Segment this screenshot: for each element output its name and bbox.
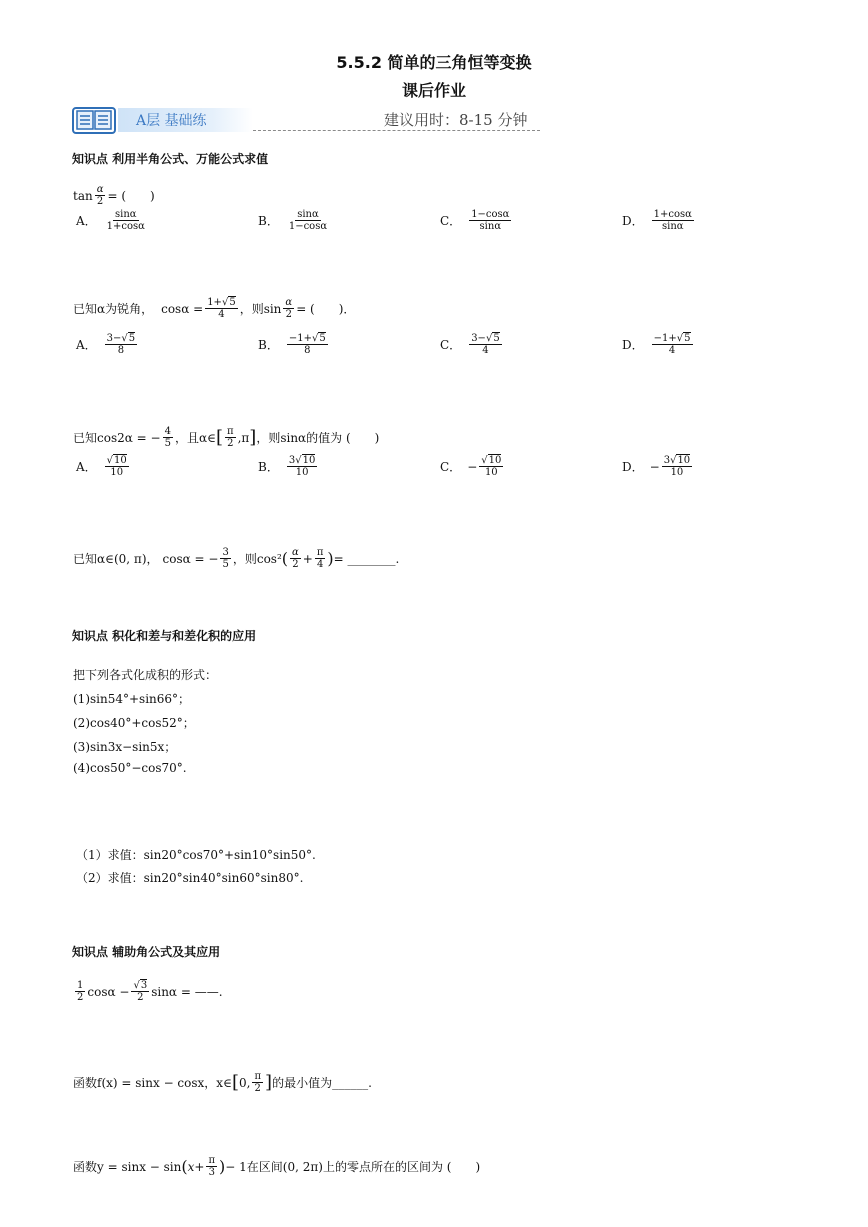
option-label: A． [76, 214, 97, 228]
q7-root-fraction: $\frac{√3}{2}$ [133, 980, 148, 1003]
q6-item-2: （2）求值：sin20°sin40°sin60°sin80°. [76, 871, 304, 885]
q1-option-b[interactable] [258, 209, 331, 232]
question-8-stem [73, 1071, 372, 1094]
option-label: D． [622, 214, 644, 228]
q1-fraction [95, 184, 106, 207]
q3-option-a[interactable]: A． $\frac{√10}{10}$ [76, 455, 127, 478]
q9-right-paren: ) [219, 1157, 226, 1176]
q9-plus: + [194, 1159, 205, 1174]
q2-option-d[interactable]: D． $\frac{-1+√5}{4}$ [622, 333, 691, 356]
question-7-stem [73, 980, 223, 1003]
q5-item-4: (4)cos50°−cos70°. [73, 761, 187, 775]
time-hint: 建议用时：8-15 分钟 [384, 111, 528, 129]
q7-root-den: 2 [137, 992, 144, 1003]
book-icon [72, 105, 116, 138]
option-sign: − [649, 459, 660, 474]
q1-option-d[interactable] [622, 209, 696, 232]
section-title-auxiliary-angle: 知识点 辅助角公式及其应用 [72, 945, 221, 959]
q2-root: 5 [229, 297, 236, 308]
option-label: D． [622, 338, 644, 352]
q4-plus: + [302, 551, 313, 566]
q8-right-bracket: ] [265, 1072, 273, 1093]
question-4-stem [73, 547, 399, 570]
q2-text-d: = ( )． [296, 302, 356, 316]
option-num: 1−cosα [471, 209, 510, 220]
q9-num: π [208, 1155, 216, 1166]
q3-interval-den: 2 [227, 438, 234, 449]
q3-option-b[interactable]: B． $\frac{3√10}{10}$ [258, 455, 316, 478]
q7-half-fraction [75, 980, 85, 1003]
q5-item-1: (1)sin54°+sin66°； [73, 692, 191, 706]
option-root: 10 [302, 455, 316, 466]
q6-item-1: （1）求值：sin20°cos70°+sin10°sin50°. [76, 848, 316, 862]
q9-left-paren: ( [181, 1157, 188, 1176]
document-subtitle: 课后作业 [401, 81, 466, 100]
option-root: 10 [114, 455, 127, 466]
level-banner: A层 基础练 [136, 113, 207, 129]
q2-option-c[interactable]: C． $\frac{3-√5}{4}$ [440, 333, 500, 356]
option-den: 4 [668, 345, 676, 356]
question-5-intro: 把下列各式化成积的形式： [73, 668, 218, 682]
q4-num: 3 [222, 547, 229, 558]
option-root: 5 [684, 333, 691, 344]
q8-fraction [252, 1071, 263, 1094]
q7-text-a: cosα − [87, 984, 130, 999]
option-den: 10 [670, 467, 684, 478]
q2-text-c: ，则sin [239, 302, 282, 316]
q3-interval-fraction [225, 426, 236, 449]
option-coef: 3 [288, 455, 296, 466]
option-label: C． [440, 338, 462, 352]
q4-alpha-fraction [290, 547, 301, 570]
option-root: 5 [493, 333, 500, 344]
q8-num: π [254, 1071, 262, 1082]
option-coef: 3 [663, 455, 671, 466]
q4-alpha-num: α [292, 547, 299, 558]
q4-right-paren: ) [327, 549, 334, 568]
option-root: 10 [488, 455, 502, 466]
option-num-prefix: −1+ [288, 333, 312, 344]
q3-den: 5 [164, 438, 171, 449]
option-den: 10 [484, 467, 498, 478]
q2-num-prefix: 1+ [207, 297, 222, 308]
q3-text-c: ，则sinα的值为 ( ) [256, 431, 380, 445]
option-num: sinα [297, 209, 319, 220]
q4-pi-fraction [315, 547, 326, 570]
option-label: D． [622, 460, 644, 474]
q9-fraction [206, 1155, 217, 1178]
option-den: sinα [661, 221, 684, 232]
option-den: 8 [304, 345, 311, 356]
q8-zero: 0, [239, 1075, 251, 1090]
option-label: B． [258, 338, 279, 352]
q5-item-2: (2)cos40°+cos52°； [73, 716, 195, 730]
q2-half-num: α [285, 297, 293, 308]
q3-num: 4 [164, 426, 171, 437]
q2-option-b[interactable]: B． $\frac{-1+√5}{8}$ [258, 333, 326, 356]
q9-text-b: − 1在区间(0, 2π)上的零点所在的区间为 ( ) [225, 1160, 481, 1174]
q4-left-paren: ( [281, 549, 289, 568]
q8-text-a: 函数f(x) = sinx − cosx，x∈ [73, 1076, 232, 1090]
q4-text-a: 已知α∈(0, π)， [73, 552, 159, 566]
q4-text-d: = ________. [333, 551, 400, 566]
q3-text-b: ，且α∈ [174, 431, 216, 445]
question-3-stem [73, 426, 379, 449]
option-root: 5 [319, 333, 326, 344]
option-root: 5 [128, 333, 136, 344]
question-9-stem [73, 1155, 480, 1178]
option-den: 10 [295, 467, 309, 478]
q3-option-c[interactable]: C． − $\frac{√10}{10}$ [440, 455, 502, 478]
q4-den: 5 [222, 559, 229, 570]
option-label: B． [258, 214, 279, 228]
q3-pi: π [241, 430, 250, 445]
option-num-prefix: 3− [471, 333, 486, 344]
q2-cos: cosα = [161, 301, 204, 316]
option-num-prefix: 3− [106, 333, 122, 344]
q3-fraction [163, 426, 173, 449]
option-den: 1+cosα [106, 221, 145, 232]
q7-text-b: sinα = ——. [151, 984, 223, 999]
q8-den: 2 [254, 1083, 261, 1094]
question-2-stem [73, 297, 355, 320]
q4-text-c: ，则cos² [232, 552, 282, 566]
option-label: A． [76, 460, 97, 474]
option-den: 8 [117, 345, 125, 356]
question-1-stem [73, 184, 155, 207]
q2-cos-fraction: $\frac{1+√5}{4}$ [207, 297, 236, 320]
q9-text-a: 函数y = sinx − sin [73, 1160, 182, 1174]
q2-den: 4 [218, 309, 225, 320]
q1-option-c[interactable] [440, 209, 513, 232]
q4-pi-num: π [316, 547, 324, 558]
q2-option-a[interactable]: A． $\frac{3-√5}{8}$ [76, 333, 136, 356]
q2-half-fraction [283, 297, 294, 320]
q3-left-bracket: [ [215, 427, 223, 448]
option-den: 1−cosα [288, 221, 328, 232]
section-title-half-angle: 知识点 利用半角公式、万能公式求值 [72, 152, 269, 166]
q3-option-d[interactable]: D． − $\frac{3√10}{10}$ [622, 455, 691, 478]
option-label: B． [258, 460, 279, 474]
q3-comma: , [237, 430, 242, 445]
q4-alpha-den: 2 [292, 559, 299, 570]
q1-frac-num: α [96, 184, 104, 195]
option-root: 10 [677, 455, 691, 466]
q7-half-den: 2 [77, 992, 84, 1003]
option-den: 4 [482, 345, 489, 356]
q5-item-3: (3)sin3x−sin5x； [73, 740, 177, 754]
q7-root: 3 [140, 980, 148, 991]
option-label: A． [76, 338, 97, 352]
q2-half-den: 2 [285, 309, 292, 320]
q3-interval-num: π [227, 426, 234, 437]
q1-option-a[interactable] [76, 209, 149, 232]
q8-left-bracket: [ [231, 1072, 239, 1093]
header-divider [253, 130, 540, 131]
q2-text-a: 已知α为锐角， [73, 302, 154, 316]
q7-half-num: 1 [77, 980, 84, 991]
q4-fraction [220, 547, 230, 570]
q8-text-b: 的最小值为______. [272, 1076, 372, 1090]
q1-tan: tan [73, 188, 93, 203]
document-title: 5.5.2 简单的三角恒等变换 [336, 53, 532, 72]
option-den: 10 [110, 467, 124, 478]
q4-pi-den: 4 [316, 559, 324, 570]
q9-x: x [187, 1159, 195, 1174]
q1-suffix: = ( ) [107, 189, 155, 203]
option-label: C． [440, 460, 462, 474]
q1-frac-den: 2 [96, 196, 104, 207]
option-label: C． [440, 214, 462, 228]
section-title-product-sum: 知识点 积化和差与和差化积的应用 [72, 629, 257, 643]
q4-text-b: cosα = − [162, 551, 219, 566]
option-num: 1+cosα [653, 209, 692, 220]
q3-text-a: 已知cos2α = − [73, 431, 161, 445]
option-den: sinα [479, 221, 502, 232]
option-num-prefix: −1+ [653, 333, 677, 344]
option-num: sinα [115, 209, 137, 220]
option-sign: − [467, 459, 478, 474]
q3-right-bracket: ] [249, 427, 257, 448]
q9-den: 3 [208, 1167, 215, 1178]
